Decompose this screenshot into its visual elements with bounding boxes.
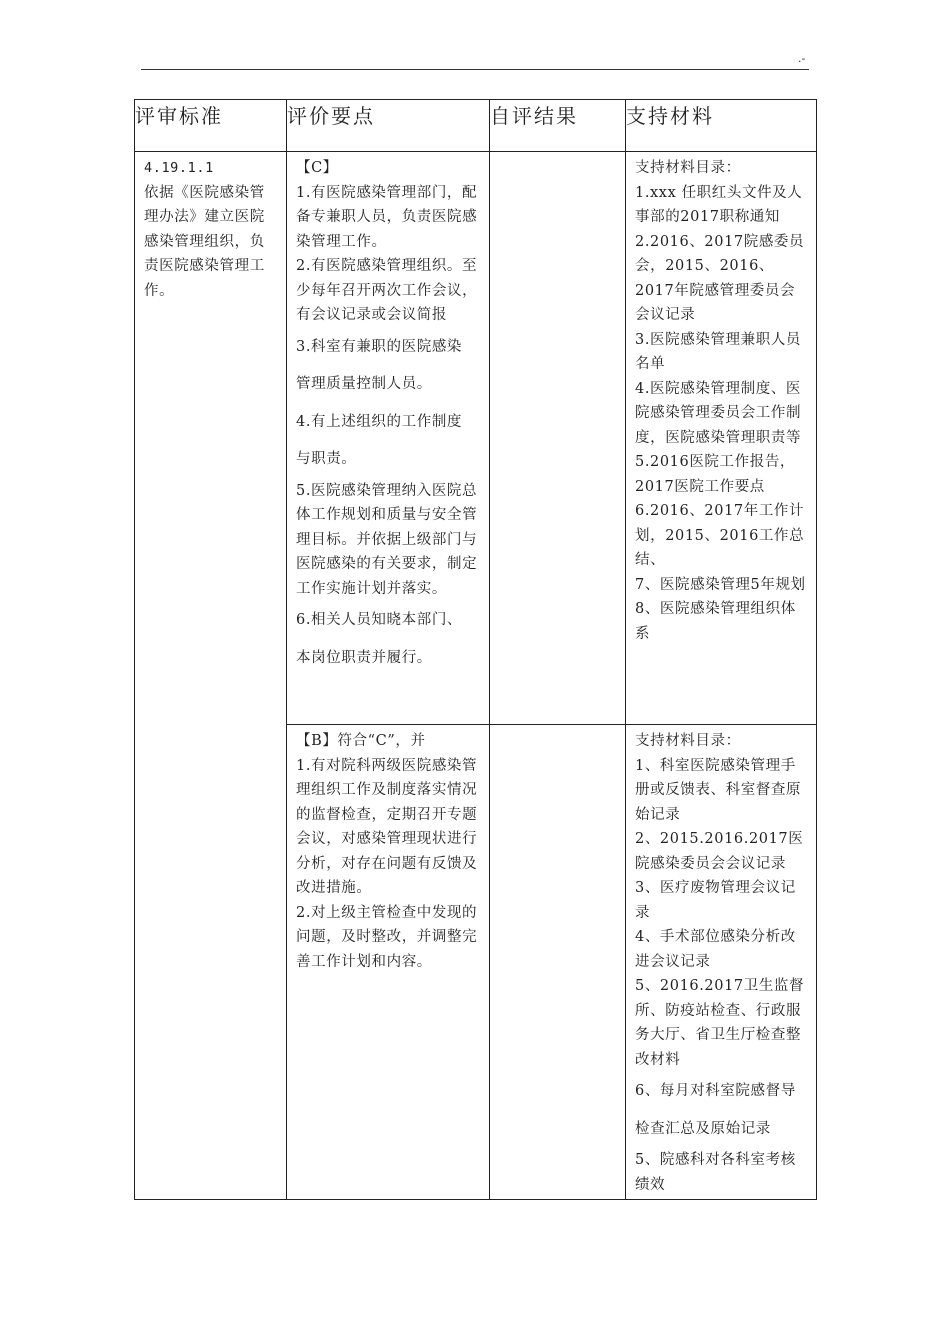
table-row	[135, 152, 817, 725]
materials-cell-b	[626, 725, 817, 1200]
key-point-item: 4.有上述组织的工作制度	[296, 413, 463, 430]
self-evaluation-cell	[490, 725, 626, 1200]
material-item: 4.医院感染管理制度、医院感染管理委员会工作制度，医院感染管理职责等	[635, 380, 802, 446]
table-header-row	[135, 100, 817, 152]
materials-cell-c	[626, 152, 817, 725]
standard-text: 依据《医院感染管理办法》建立医院感染管理组织，负责医院感染管理工作。	[144, 184, 265, 299]
material-item: 7、医院感染管理5年规划	[635, 576, 806, 593]
key-points-cell-c	[287, 152, 490, 725]
material-item: 5.2016医院工作报告，2017医院工作要点	[635, 454, 796, 495]
column-header-supporting-materials: 支持材料	[626, 100, 817, 152]
key-point-item: 6.相关人员知晓本部门、	[296, 612, 463, 628]
key-point-item: 与职责。	[296, 451, 357, 467]
column-header-standard: 评审标准	[135, 100, 287, 152]
key-point-item: 1.有对院科两级医院感染管理组织工作及制度落实情况的监督检查，定期召开专题会议，对感染管理现状进行分析，对存在问题有反馈及改进措施。	[296, 757, 478, 896]
header-rule	[141, 69, 809, 70]
material-item: 3.医院感染管理兼职人员名单	[635, 331, 802, 372]
material-item: 2.2016、2017院感委员会，2015、2016、2017年院感管理委员会会议记录	[635, 233, 805, 323]
key-point-item: 管理质量控制人员。	[296, 376, 432, 392]
column-header-self-evaluation: 自评结果	[490, 100, 626, 152]
material-item: 3、医疗废物管理会议记录	[635, 880, 796, 921]
column-header-key-points: 评价要点	[287, 100, 490, 152]
self-evaluation-value	[490, 725, 625, 731]
materials-heading: 支持材料目录：	[635, 733, 741, 749]
review-table	[134, 99, 817, 1200]
materials-heading: 支持材料目录：	[635, 160, 741, 176]
key-point-item: 1.有医院感染管理部门，配备专兼职人员，负责医院感染管理工作。	[296, 184, 478, 250]
material-item: 6、每月对科室院感督导	[635, 1083, 796, 1099]
standard-cell	[135, 152, 287, 1200]
self-evaluation-value	[490, 152, 625, 158]
key-point-item: 2.有医院感染管理组织。至少每年召开两次工作会议，有会议记录或会议简报	[296, 258, 478, 323]
material-item: 8、医院感染管理组织体系	[635, 601, 796, 642]
grade-c-label: 【C】	[296, 160, 338, 176]
self-evaluation-cell	[490, 152, 626, 725]
material-item: 2、2015.2016.2017医院感染委员会会议记录	[635, 831, 804, 872]
key-points-cell-b	[287, 725, 490, 1200]
key-point-item: 3.科室有兼职的医院感染	[296, 338, 463, 355]
material-item: 1、科室医院感染管理手册或反馈表、科室督查原始记录	[635, 757, 802, 823]
material-item: 1.xxx 任职红头文件及人事部的2017职称通知	[635, 184, 803, 225]
header-mark: .-	[798, 52, 806, 65]
material-item: 4、手术部位感染分析改进会议记录	[635, 929, 796, 970]
standard-code: 4.19.1.1	[144, 160, 214, 176]
material-item: 5、2016.2017卫生监督所、防疫站检查、行政服务大厅、省卫生厅检查整改材料	[635, 978, 805, 1068]
material-item: 检查汇总及原始记录	[635, 1120, 771, 1137]
material-item: 6.2016、2017年工作计划，2015、2016工作总结、	[635, 503, 805, 568]
grade-b-label: 【B】符合“C”，并	[296, 733, 426, 749]
material-item: 5、院感科对各科室考核绩效	[635, 1152, 796, 1193]
key-point-item: 5.医院感染管理纳入医院总体工作规划和质量与安全管理目标。并依据上级部门与医院感染的有关要求，制定工作实施计划并落实。	[296, 482, 478, 597]
key-point-item: 本岗位职责并履行。	[296, 649, 432, 666]
key-point-item: 2.对上级主管检查中发现的问题，及时整改，并调整完善工作计划和内容。	[296, 904, 478, 970]
